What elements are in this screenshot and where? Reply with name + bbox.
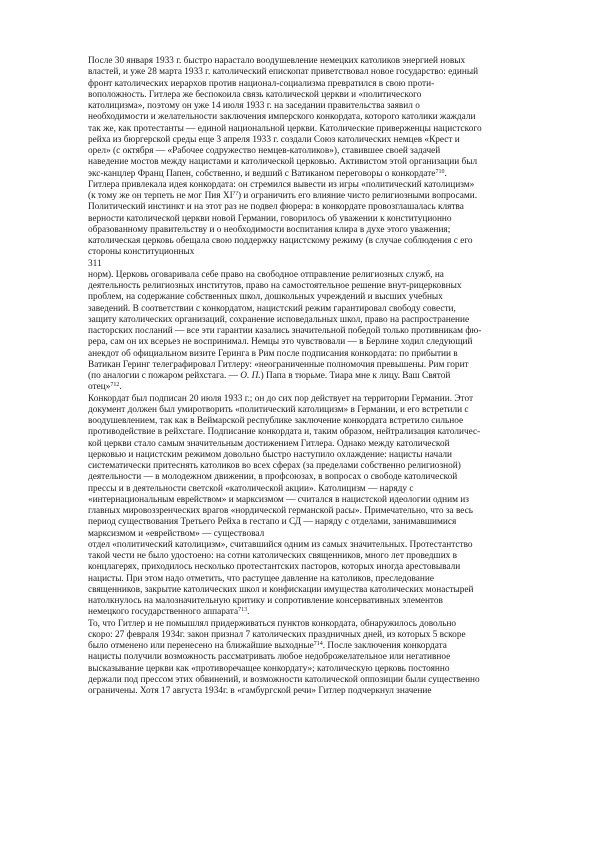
text-line: властей, и уже 28 марта 1933 г. католический епископат приветствовал новое государство: единый <box>88 67 479 78</box>
footnote-ref: ?? <box>232 191 238 197</box>
text-line: так же, как протестанты — единой национальной церкви. Католические приверженцы нацистского <box>88 123 482 134</box>
text-line <box>88 169 522 180</box>
text-line: После 30 января 1933 г. быстро нарастало воодушевление немецких католиков энергией новых <box>88 56 466 66</box>
text-line: пасторских посланий — все эти гарантии казались значительной победой только противникам фю- <box>88 326 482 336</box>
text-line: систематически притеснять католиков во всех сферах (за пределами собственно религиозной) <box>88 461 461 471</box>
text-line: отдел «политический католицизм», считавшийся одним из самых значительных. Протестантство <box>88 539 473 550</box>
text-line: марксизмом и «еврейством» — существовал <box>88 528 265 539</box>
text-run: (к тому же он терпеть не мог Пия XI <box>88 191 233 201</box>
footnote-ref: 712 <box>110 382 120 389</box>
text-line: Гитлера привлекала идея конкордата: он стремился вывести из игры «политический католицизм» <box>88 179 475 190</box>
text-line: рейха из бюргерской среды еще 3 апреля 1933 г. создали Союз католических немцев «Крест и <box>88 134 460 145</box>
text-line: необходимости и желательности заключения имперского конкордата, которого католики жаждали <box>88 112 476 123</box>
text-line: норм). Церковь оговаривала себе право на свободное отправление религиозных служб, на <box>88 269 444 280</box>
text-run: немецкого государственного аппарата <box>88 607 239 618</box>
text-line: образованному правительству и о необходимости воспитания клира в духе этого уважения; <box>88 224 451 235</box>
text-line: кой церкви стало самым значительным достижением Гитлера. Однако между католической <box>88 438 450 449</box>
text-line: «интернациональным еврейством» и марксизмом — считался в нацистской идеологии одним из <box>88 494 469 505</box>
text-line: Политический инстинкт и на этот раз не подвел фюрера: в конкордате провозглашалась клятва <box>88 202 464 213</box>
text-line: Конкордат был подписан 20 июля 1933 г.; он до сих пор действует на территории Германии. Этот <box>88 393 474 404</box>
text-line: такой чести не было удостоено: на сотни католических священников, много лет проведших в <box>88 551 458 561</box>
text-line: воодушевлением, так как в Веймарской республике заключение конкордата встретило сильное <box>88 416 464 426</box>
text-line: деятельности — в молодежном движении, в профсоюзах, в вопросах о свободе католической <box>88 472 458 483</box>
text-run: . <box>247 607 250 618</box>
text-line: стороны конституционных <box>88 247 195 258</box>
text-line: Ватикан Геринг телеграфировал Гитлеру: «неограниченные полномочия превышены. Рим горит <box>88 359 469 370</box>
text-line: держали под прессом этих обвинений, и возможности католической оппозиции были существенно <box>88 674 480 685</box>
text-line: католическая церковь обещала свою поддержку нацистскому режиму (в случае соблюдения с его <box>88 236 473 246</box>
text-run: отец» <box>88 382 111 393</box>
text-run: . <box>444 168 447 179</box>
text-line: нацисты получили возможность рассматривать любое недоброжелательное или негативное <box>88 652 451 663</box>
text-line: орел» (с октября — «Рабочее содружество немцев-католиков»), ставившее своей задачей <box>88 146 441 156</box>
text-line <box>88 382 522 393</box>
text-line: священников, закрытие католических школ и конфискации имущества католических монастырей <box>88 584 474 595</box>
text-line: рера, сам он их всерьез не воспринимал. Немцы это чувствовали — в Берлине ходил следующий <box>88 337 473 348</box>
page-number: 311 <box>88 258 102 269</box>
text-line: защиту католических организаций, сохранение исповедальных школ, право на распространение <box>88 314 470 325</box>
document-page <box>88 56 522 697</box>
text-line: То, что Гитлер и не помышлял придерживаться пунктов конкордата, обнаружилось довольно <box>88 618 457 629</box>
text-line: концлагерях, приходилось несколько протестантских пасторов, которых иногда арестовывали <box>88 562 461 573</box>
text-line: высказывание церкви как «противоречащее конкордату»; католическую церковь постоянно <box>88 663 450 674</box>
text-run: было отменено или перенесено на ближайшие выходные <box>88 641 314 651</box>
text-line: документ должен был умиротворить «политический католицизм» в Германии, и его встретили с <box>88 404 469 415</box>
text-line: противодействие в рейхстаге. Подписание конкордата и, таким образом, нейтрализация католичес- <box>88 427 481 438</box>
text-line: церковью и нацистским режимом довольно быстро наступило охлаждение: нацисты начали <box>88 449 453 460</box>
text-line: верности католической церкви новой Германии, говорилось об уважении к конституционно <box>88 213 452 224</box>
footnote-ref: 714 <box>313 641 323 647</box>
text-run: . После заключения конкордата <box>322 641 447 651</box>
footnote-ref: 710 <box>435 168 445 175</box>
text-run: (по аналогии с пожаром рейхстага. — <box>88 371 238 381</box>
text-line: нацисты. При этом надо отметить, что растущее давление на католиков, преследование <box>88 573 435 584</box>
text-line: заведений. В соответствии с конкордатом, нацистский режим гарантировал свободу совести, <box>88 303 456 314</box>
text-line: воположность. Гитлера же беспокоила связь католической церкви и «политического <box>88 89 422 100</box>
text-run: экс-канцлер Франц Папен, собственно, и ведший с Ватиканом переговоры о конкордате <box>88 168 436 179</box>
text-run: . <box>119 382 122 393</box>
text-line: скоро: 27 февраля 1934г. закон признал 7 католических праздничных дней, из которых 5 вскоре <box>88 629 466 640</box>
text-line <box>88 641 522 652</box>
text-line: натолкнулось на малозначительную критику и сопротивление консервативных элементов <box>88 596 443 606</box>
text-line: наведение мостов между нацистами и католической церковью. Активистом этой организации был <box>88 157 478 168</box>
text-line: период существования Третьего Рейха в гестапо и СД — наряду с отделами, занимавшимися <box>88 517 457 528</box>
text-line: главных мировоззренческих врагов «нордической германской расы». Примечательно, что за весь <box>88 506 474 516</box>
text-line: проблем, на содержание собственных школ, дошкольных учреждений и высших учебных <box>88 292 443 303</box>
text-line: ограничены. Хотя 17 августа 1934г. в «гамбургской речи» Гитлер подчеркнул значение <box>88 686 432 696</box>
text-line: прессы и в деятельности светской «католической акции». Католицизм — наряду с <box>88 483 414 494</box>
text-line <box>88 607 522 618</box>
italic-abbreviation: О. П. <box>240 371 261 381</box>
text-line: деятельность религиозных институтов, право на самостоятельное решение внут-рицерковных <box>88 281 462 291</box>
text-run: ) и ограничить его влияние чисто религиозными вопросами. <box>238 191 478 201</box>
text-line <box>88 371 522 382</box>
text-line: католицизма», поэтому он уже 14 июля 1933 г. на заседании правительства заявил о <box>88 101 420 111</box>
text-run: ) Папа в тюрьме. Тиара мне к лицу. Ваш Святой <box>260 371 451 381</box>
text-line: анекдот об официальном визите Геринга в Рим после подписания конкордата: по прибытии в <box>88 348 458 359</box>
footnote-ref: 713 <box>238 607 248 614</box>
text-line: фронт католических иерархов против национал-социализма превратился в свою проти- <box>88 78 435 89</box>
text-line <box>88 191 522 202</box>
